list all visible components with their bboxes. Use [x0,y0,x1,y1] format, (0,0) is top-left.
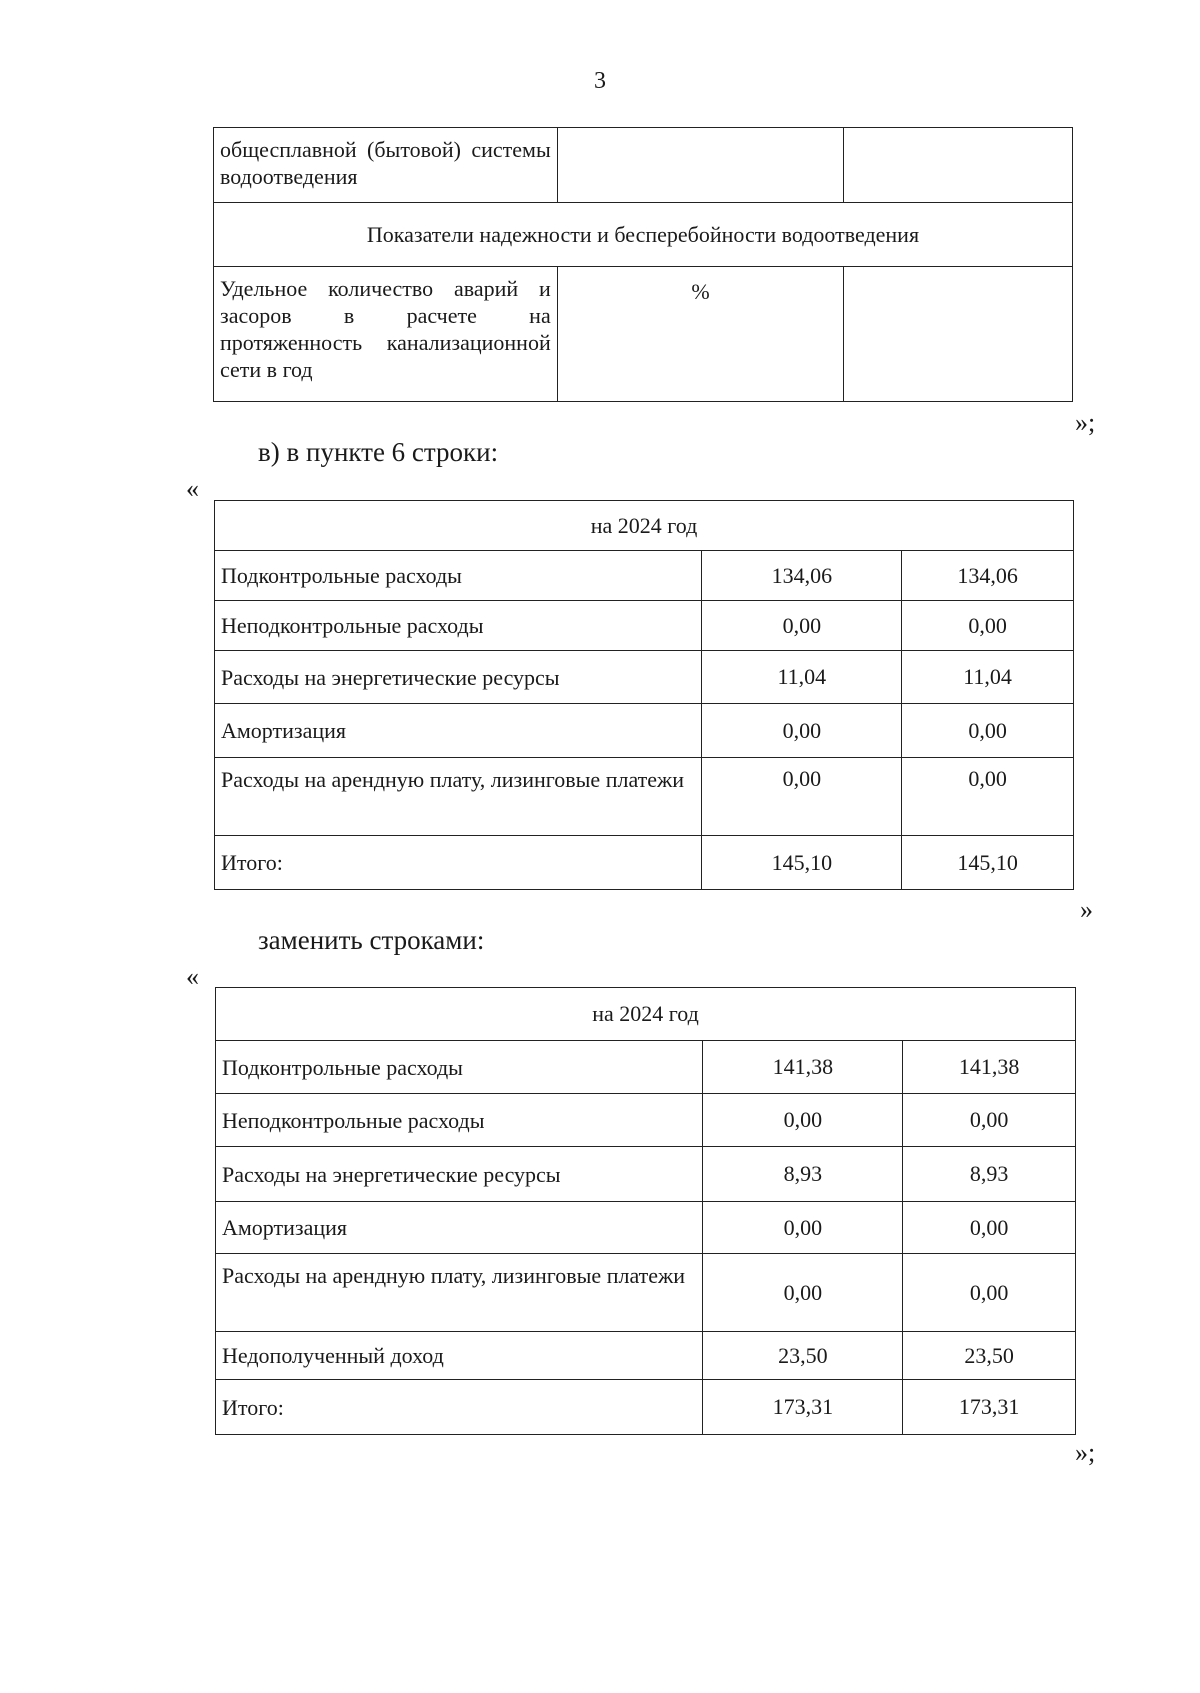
opening-quote: « [186,474,199,503]
row-label: Подконтрольные расходы [215,551,702,601]
row-value: 0,00 [702,601,902,651]
row-value: 134,06 [702,551,902,601]
row-label: Амортизация [216,1202,703,1254]
table-row [216,1147,1076,1202]
section-title: Показатели надежности и бесперебойности водоотведения [214,203,1073,267]
row-value: 11,04 [702,651,902,704]
table-row [216,1094,1076,1147]
indicator-value [844,267,1073,402]
table-row [216,1254,1076,1332]
table-row [215,601,1074,651]
row-label: Недополученный доход [216,1332,703,1380]
table-header-row [216,988,1076,1041]
row-label: Итого: [216,1380,703,1435]
row-value: 0,00 [703,1202,903,1254]
row-label: Расходы на арендную плату, лизинговые платежи [215,758,702,836]
row-value: 173,31 [903,1380,1076,1435]
table-header: на 2024 год [216,988,1076,1041]
row-value: 141,38 [903,1041,1076,1094]
row-value: 141,38 [703,1041,903,1094]
page-number: 3 [594,68,606,94]
row-label: Расходы на энергетические ресурсы [216,1147,703,1202]
table-row [215,651,1074,704]
row-label: Амортизация [215,704,702,758]
old-costs-table [214,500,1074,890]
table-header: на 2024 год [215,501,1074,551]
closing-quote: » [1080,895,1093,924]
row-value: 0,00 [902,758,1074,836]
closing-quote-semicolon: »; [1075,408,1096,437]
row-value: 0,00 [703,1094,903,1147]
indicator-label: Удельное количество аварий и засоров в расчете на протяженность канализационной сети в год [214,267,558,402]
opening-quote: « [186,962,199,991]
indicator-unit: % [557,267,844,402]
row-value: 0,00 [902,601,1074,651]
table-row [215,551,1074,601]
table-row [215,704,1074,758]
row-value: 11,04 [902,651,1074,704]
indicator-label: общесплавной (бытовой) системы водоотведения [214,128,558,203]
table-row [216,1202,1076,1254]
row-value: 8,93 [903,1147,1076,1202]
row-value: 0,00 [903,1094,1076,1147]
row-value: 0,00 [903,1254,1076,1332]
closing-quote-semicolon: »; [1075,1438,1096,1467]
table-row [216,1332,1076,1380]
row-label: Расходы на арендную плату, лизинговые платежи [216,1254,703,1332]
section-row [214,203,1073,267]
row-value: 173,31 [703,1380,903,1435]
row-value: 23,50 [703,1332,903,1380]
row-value: 8,93 [703,1147,903,1202]
row-label: Подконтрольные расходы [216,1041,703,1094]
row-label: Расходы на энергетические ресурсы [215,651,702,704]
row-value: 134,06 [902,551,1074,601]
table-row [216,1380,1076,1435]
row-value: 0,00 [903,1202,1076,1254]
indicator-value [844,128,1073,203]
row-value: 0,00 [902,704,1074,758]
row-value: 145,10 [902,836,1074,890]
paragraph-item-v: в) в пункте 6 строки: [258,437,499,467]
table-row [215,836,1074,890]
table-header-row [215,501,1074,551]
table-row [215,758,1074,836]
row-value: 0,00 [703,1254,903,1332]
table-row [214,128,1073,203]
row-value: 23,50 [903,1332,1076,1380]
indicators-table [213,127,1073,402]
row-value: 0,00 [702,758,902,836]
row-label: Итого: [215,836,702,890]
row-value: 0,00 [702,704,902,758]
table-row [214,267,1073,402]
row-label: Неподконтрольные расходы [215,601,702,651]
new-costs-table [215,987,1076,1435]
row-value: 145,10 [702,836,902,890]
table-row [216,1041,1076,1094]
row-label: Неподконтрольные расходы [216,1094,703,1147]
paragraph-replace: заменить строками: [258,925,485,955]
indicator-unit [557,128,844,203]
